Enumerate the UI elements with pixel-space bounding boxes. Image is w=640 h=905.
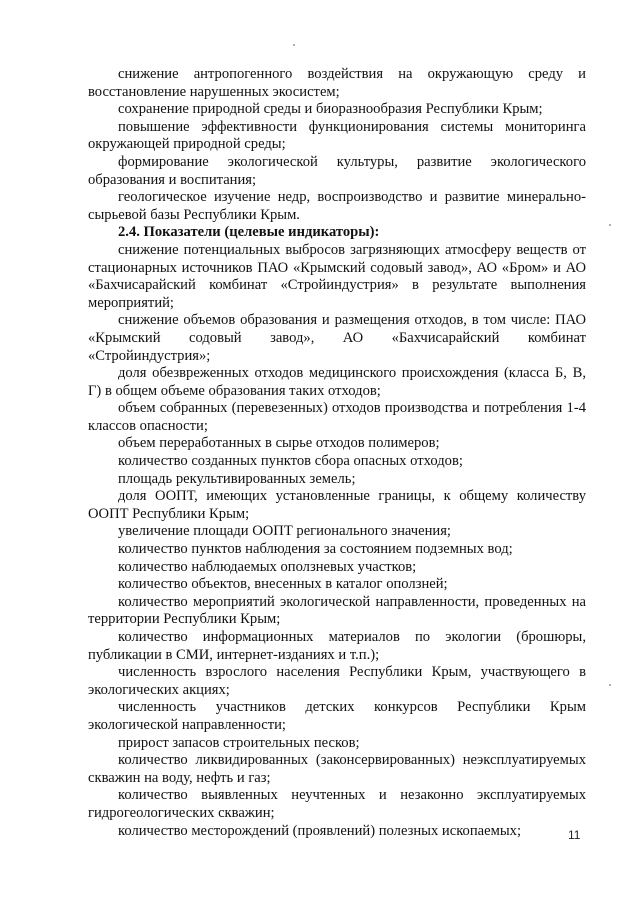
page-number: 11 — [568, 828, 581, 842]
indicator-item: количество объектов, внесенных в каталог оползней; — [118, 576, 448, 593]
goal-paragraph: формирование экологической культуры, развитие экологического образования и воспитания; — [88, 153, 586, 188]
indicator-item: количество выявленных неучтенных и незаконно эксплуатируемых гидрогеологических скважин; — [88, 787, 586, 821]
indicators-list — [88, 242, 586, 840]
indicator-item: количество мероприятий экологической направленности, проведенных на территории Республики Крым; — [88, 593, 586, 628]
goal-paragraph: сохранение природной среды и биоразнообразия Республики Крым; — [118, 101, 543, 118]
indicator-item: снижение объемов образования и размещения отходов, в том числе: ПАО «Крымский содовый завод», АО «Бахчисарайский комбинат «Стройиндустрия»; — [88, 312, 586, 364]
goal-paragraph: снижение антропогенного воздействия на окружающую среду и восстановление нарушенных экосистем; — [88, 66, 586, 100]
indicator-item: увеличение площади ООПТ регионального значения; — [118, 523, 451, 540]
indicator-item: количество месторождений (проявлений) полезных ископаемых; — [118, 822, 522, 839]
indicator-item: объем собранных (перевезенных) отходов производства и потребления 1-4 классов опасности; — [88, 400, 586, 434]
goals-list — [88, 66, 586, 224]
indicator-item: площадь рекультивированных земель; — [118, 470, 356, 487]
goal-paragraph: геологическое изучение недр, воспроизводство и развитие минерально-сырьевой базы Республики Крым. — [88, 189, 586, 223]
indicator-item: количество информационных материалов по экологии (брошюры, публикации в СМИ, интернет-изданиях и т.п.); — [88, 629, 586, 663]
indicator-item: численность участников детских конкурсов Республики Крым экологической направленности; — [88, 699, 586, 733]
indicator-item: доля обезвреженных отходов медицинского происхождения (класса Б, В, Г) в общем объеме образования таких отходов; — [88, 365, 586, 399]
document-body — [88, 66, 586, 840]
scan-speck — [293, 44, 295, 46]
indicator-item: количество созданных пунктов сбора опасных отходов; — [118, 453, 463, 470]
indicator-item: доля ООПТ, имеющих установленные границы, к общему количеству ООПТ Республики Крым; — [88, 488, 586, 522]
indicator-item: прирост запасов строительных песков; — [118, 734, 360, 751]
indicator-item: количество ликвидированных (законсервированных) неэксплуатируемых скважин на воду, нефть и газ; — [88, 752, 586, 786]
scan-speck — [609, 224, 611, 226]
goal-paragraph: повышение эффективности функционирования системы мониторинга окружающей природной среды; — [88, 118, 586, 153]
scan-speck — [609, 684, 611, 686]
indicator-item: снижение потенциальных выбросов загрязняющих атмосферу веществ от стационарных источников ПАО «Крымский содовый завод», АО «Бром» и АО «Бахчисарайский комбинат «Стройиндустрия» в результате выполнения мероприятий; — [88, 241, 586, 311]
indicator-item: количество пунктов наблюдения за состоянием подземных вод; — [118, 541, 513, 558]
indicator-item: количество наблюдаемых оползневых участков; — [118, 558, 417, 575]
indicator-item: объем переработанных в сырье отходов полимеров; — [118, 435, 440, 452]
indicator-item: численность взрослого населения Республики Крым, участвующего в экологических акциях; — [88, 664, 586, 698]
section-heading: 2.4. Показатели (целевые индикаторы): — [118, 224, 380, 241]
